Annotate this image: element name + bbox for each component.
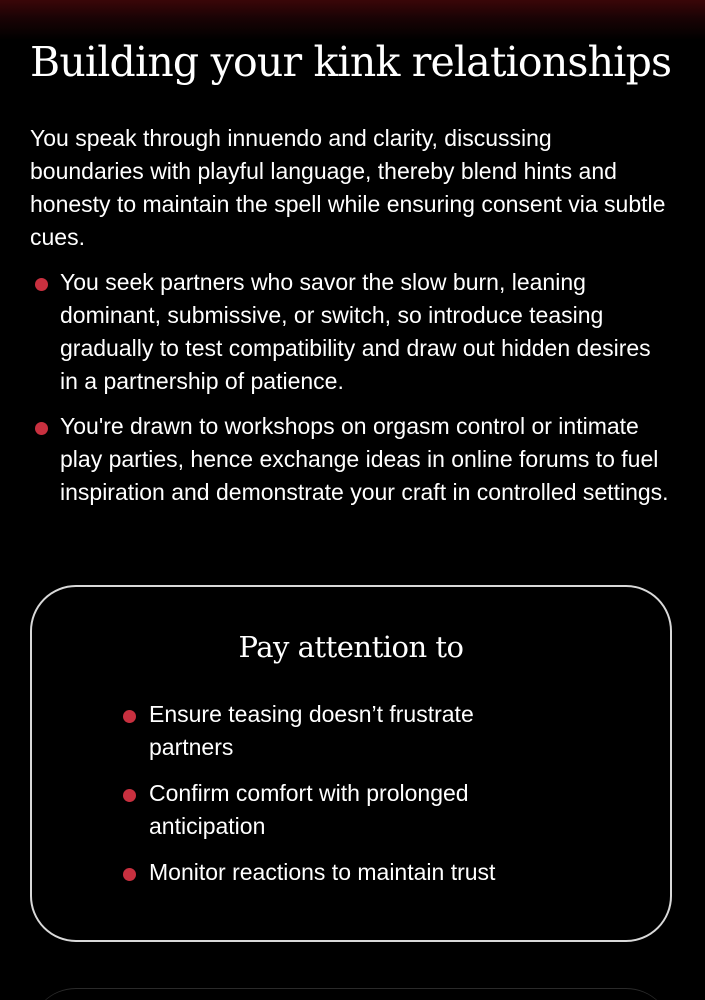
list-item <box>30 266 670 398</box>
list-item-text: You're drawn to workshops on orgasm control or intimate play parties, hence exchange ideas in online forums to fuel inspiration and demonstrate your craft in controlled settings. <box>60 413 669 505</box>
bullet-dot-icon <box>123 789 136 802</box>
trait-list <box>30 266 670 521</box>
intro-paragraph: You speak through innuendo and clarity, discussing boundaries with playful language, thereby blend hints and honesty to maintain the spell while ensuring consent via subtle cues. <box>30 125 666 250</box>
list-item-text: You seek partners who savor the slow burn, leaning dominant, submissive, or switch, so introduce teasing gradually to test compatibility and draw out hidden desires in a partnership of patience. <box>60 269 651 394</box>
attention-item-text: Monitor reactions to maintain trust <box>149 859 496 885</box>
next-card-edge <box>30 988 672 1000</box>
attention-card <box>30 585 672 942</box>
attention-item <box>123 777 553 843</box>
page-title: Building your kink relationships <box>30 38 672 86</box>
attention-item <box>123 698 553 764</box>
bullet-dot-icon <box>123 868 136 881</box>
list-item <box>30 410 670 509</box>
attention-item-text: Confirm comfort with prolonged anticipation <box>149 780 469 839</box>
attention-list <box>123 698 553 902</box>
bullet-dot-icon <box>35 278 48 291</box>
attention-item <box>123 856 553 889</box>
bullet-dot-icon <box>123 710 136 723</box>
card-title: Pay attention to <box>238 630 464 664</box>
bullet-dot-icon <box>35 422 48 435</box>
attention-item-text: Ensure teasing doesn’t frustrate partners <box>149 701 474 760</box>
